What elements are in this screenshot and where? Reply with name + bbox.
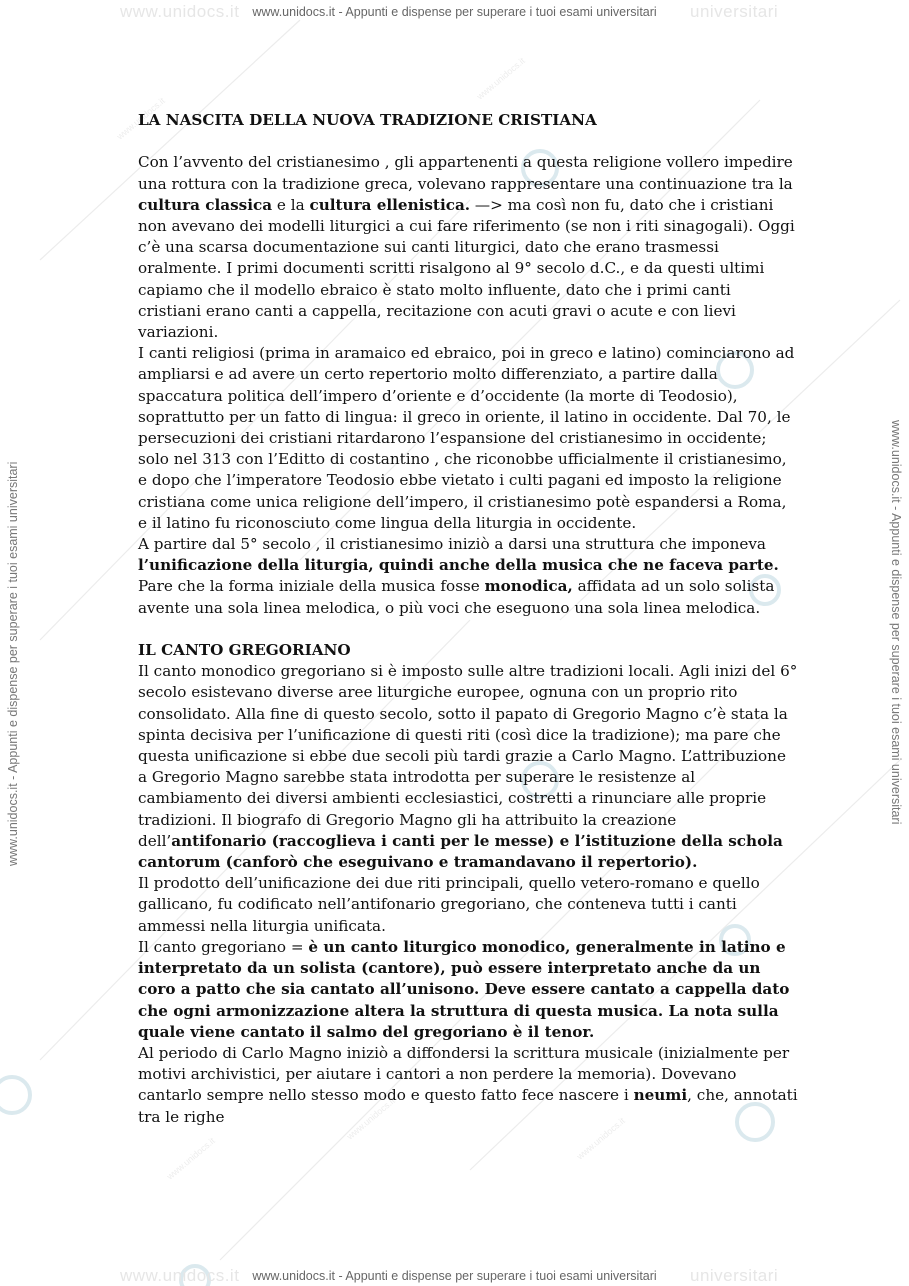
footer-watermark-text: www.unidocs.it - Appunti e dispense per superare i tuoi esami universitari (252, 1269, 657, 1283)
ghost-watermark-left: www.unidocs.it (120, 1266, 240, 1285)
text-run: e la (272, 195, 310, 214)
text-run: Con l’avvento del cristianesimo , gli appartenenti a questa religione vollero impedire una rottura con la tradizione greca, volevano rappresentare una continuazione tra la (138, 153, 793, 193)
bold-run: è un canto liturgico monodico, generalmente in latino e interpretato da un solista (cantore), può essere interpretato anche da un coro a patto che sia cantato all’unisono. Deve essere cantato a cappella dato che ogni armonizzazione altera la struttura di questa musica. La nota sulla quale viene cantato il salmo del gregoriano è il tenor. (138, 937, 790, 1041)
spacer (138, 619, 798, 640)
text-run: Il canto gregoriano = (138, 937, 309, 956)
paragraph (138, 661, 798, 873)
paragraph (138, 1043, 798, 1128)
bold-run: antifonario (raccoglieva i canti per le messe) e l’istituzione della schola cantorum (canforò che eseguivano e tramandavano il repertorio). (138, 831, 783, 872)
paragraph (138, 534, 798, 619)
ghost-watermark-right: universitari (690, 2, 779, 21)
paragraph (138, 937, 798, 1043)
header-watermark-text: www.unidocs.it - Appunti e dispense per superare i tuoi esami universitari (252, 5, 657, 19)
text-run: Il canto monodico gregoriano si è imposto sulle altre tradizioni locali. Agli inizi del 6° secolo esistevano diverse aree liturgiche europee, ognuna con un proprio rito consolidato. Alla fine di questo secolo, sotto il papato di Gregorio Magno c’è stata la spinta decisiva per l’unificazione di questi riti (così dice la tradizione); ma pare che questa unificazione si ebbe due secoli più tardi grazie a Carlo Magno. L’attribuzione a Gregorio Magno sarebbe stata introdotta per superare le resistenze al cambiamento dei diversi ambienti ecclesiastici, costretti a rinunciare alle proprie tradizioni. Il biografo di Gregorio Magno gli ha attribuito la creazione dell’ (138, 662, 798, 850)
right-side-watermark: www.unidocs.it - Appunti e dispense per superare i tuoi esami universitari (889, 420, 903, 825)
bold-run: monodica, (484, 577, 573, 596)
bold-run: neumi (633, 1086, 688, 1105)
svg-text:www.unidocs.it: www.unidocs.it (574, 1115, 627, 1162)
text-run: Al periodo di Carlo Magno iniziò a diffondersi la scrittura musicale (inizialmente per motivi archivistici, per aiutare i cantori a non perdere la memoria). Dovevano cantarlo sempre nello stesso modo e questo fatto fece nascere i (138, 1043, 790, 1105)
document-body (138, 110, 798, 1128)
ghost-watermark-left: www.unidocs.it (120, 2, 240, 21)
footer-watermark (0, 1266, 909, 1285)
text-run: A partire dal 5° secolo , il cristianesimo iniziò a darsi una struttura che imponeva (138, 535, 766, 554)
text-run: —> ma così non fu, dato che i cristiani non avevano dei modelli liturgici a cui fare riferimento (se non i riti sinagogali). Oggi c’è una scarsa documentazione sui canti liturgici, dato che erano trasmessi oralmente. I primi documenti scritti risalgono al 9° secolo d.C., e da questi ultimi capiamo che il modello ebraico è stato molto influente, dato che i primi canti cristiani erano canti a cappella, recitazione con acuti gravi o acute e con lievi variazioni. (138, 195, 795, 342)
paragraph (138, 152, 798, 343)
svg-text:www.unidocs.it: www.unidocs.it (344, 1095, 397, 1142)
paragraph: I canti religiosi (prima in aramaico ed ebraico, poi in greco e latino) cominciarono ad ampliarsi e ad avere un certo repertorio molto differenziato, a partire dalla spaccatura politica dell’impero d’oriente e d’occidente (la morte di Teodosio), soprattutto per un fatto di lingua: il greco in oriente, il latino in occidente. Dal 70, le persecuzioni dei cristiani ritardarono l’espansione del cristianesimo in occidente; solo nel 313 con l’Editto di costantino , che riconobbe ufficialmente il cristianesimo, e dopo che l’imperatore Teodosio ebbe vietato i culti pagani ed imposto la religione cristiana come unica religione dell’impero, il cristianesimo potè espandersi a Roma, e il latino fu riconosciuto come lingua della liturgia in occidente. (138, 344, 795, 532)
section-heading-gregoriano: IL CANTO GREGORIANO (138, 641, 351, 660)
paragraph: Il prodotto dell’unificazione dei due riti principali, quello vetero-romano e quello gallicano, fu codificato nell’antifonario gregoriano, che conteneva tutti i canti ammessi nella liturgia unificata. (138, 874, 760, 935)
text-run: Pare che la forma iniziale della musica fosse (138, 577, 485, 596)
spacer (138, 131, 798, 152)
bold-run: cultura ellenistica. (309, 195, 471, 214)
bold-run: l’unificazione della liturgia, quindi anche della musica che ne faceva parte. (138, 556, 779, 575)
left-side-watermark: www.unidocs.it - Appunti e dispense per superare i tuoi esami universitari (6, 461, 20, 866)
text-run: affidata ad un solo solista avente una sola linea melodica, o più voci che eseguono una sola linea melodica. (138, 577, 775, 617)
header-watermark (0, 2, 909, 21)
svg-text:www.unidocs.it: www.unidocs.it (474, 55, 527, 102)
section-heading-nascita: LA NASCITA DELLA NUOVA TRADIZIONE CRISTIANA (138, 111, 597, 129)
svg-text:www.unidocs.it: www.unidocs.it (164, 1135, 217, 1182)
text-run: , che, annotati tra le righe (138, 1086, 798, 1126)
bold-run: cultura classica (138, 195, 273, 214)
svg-text:www.unidocs.it: www.unidocs.it (114, 95, 167, 142)
ghost-watermark-right: universitari (690, 1266, 779, 1285)
